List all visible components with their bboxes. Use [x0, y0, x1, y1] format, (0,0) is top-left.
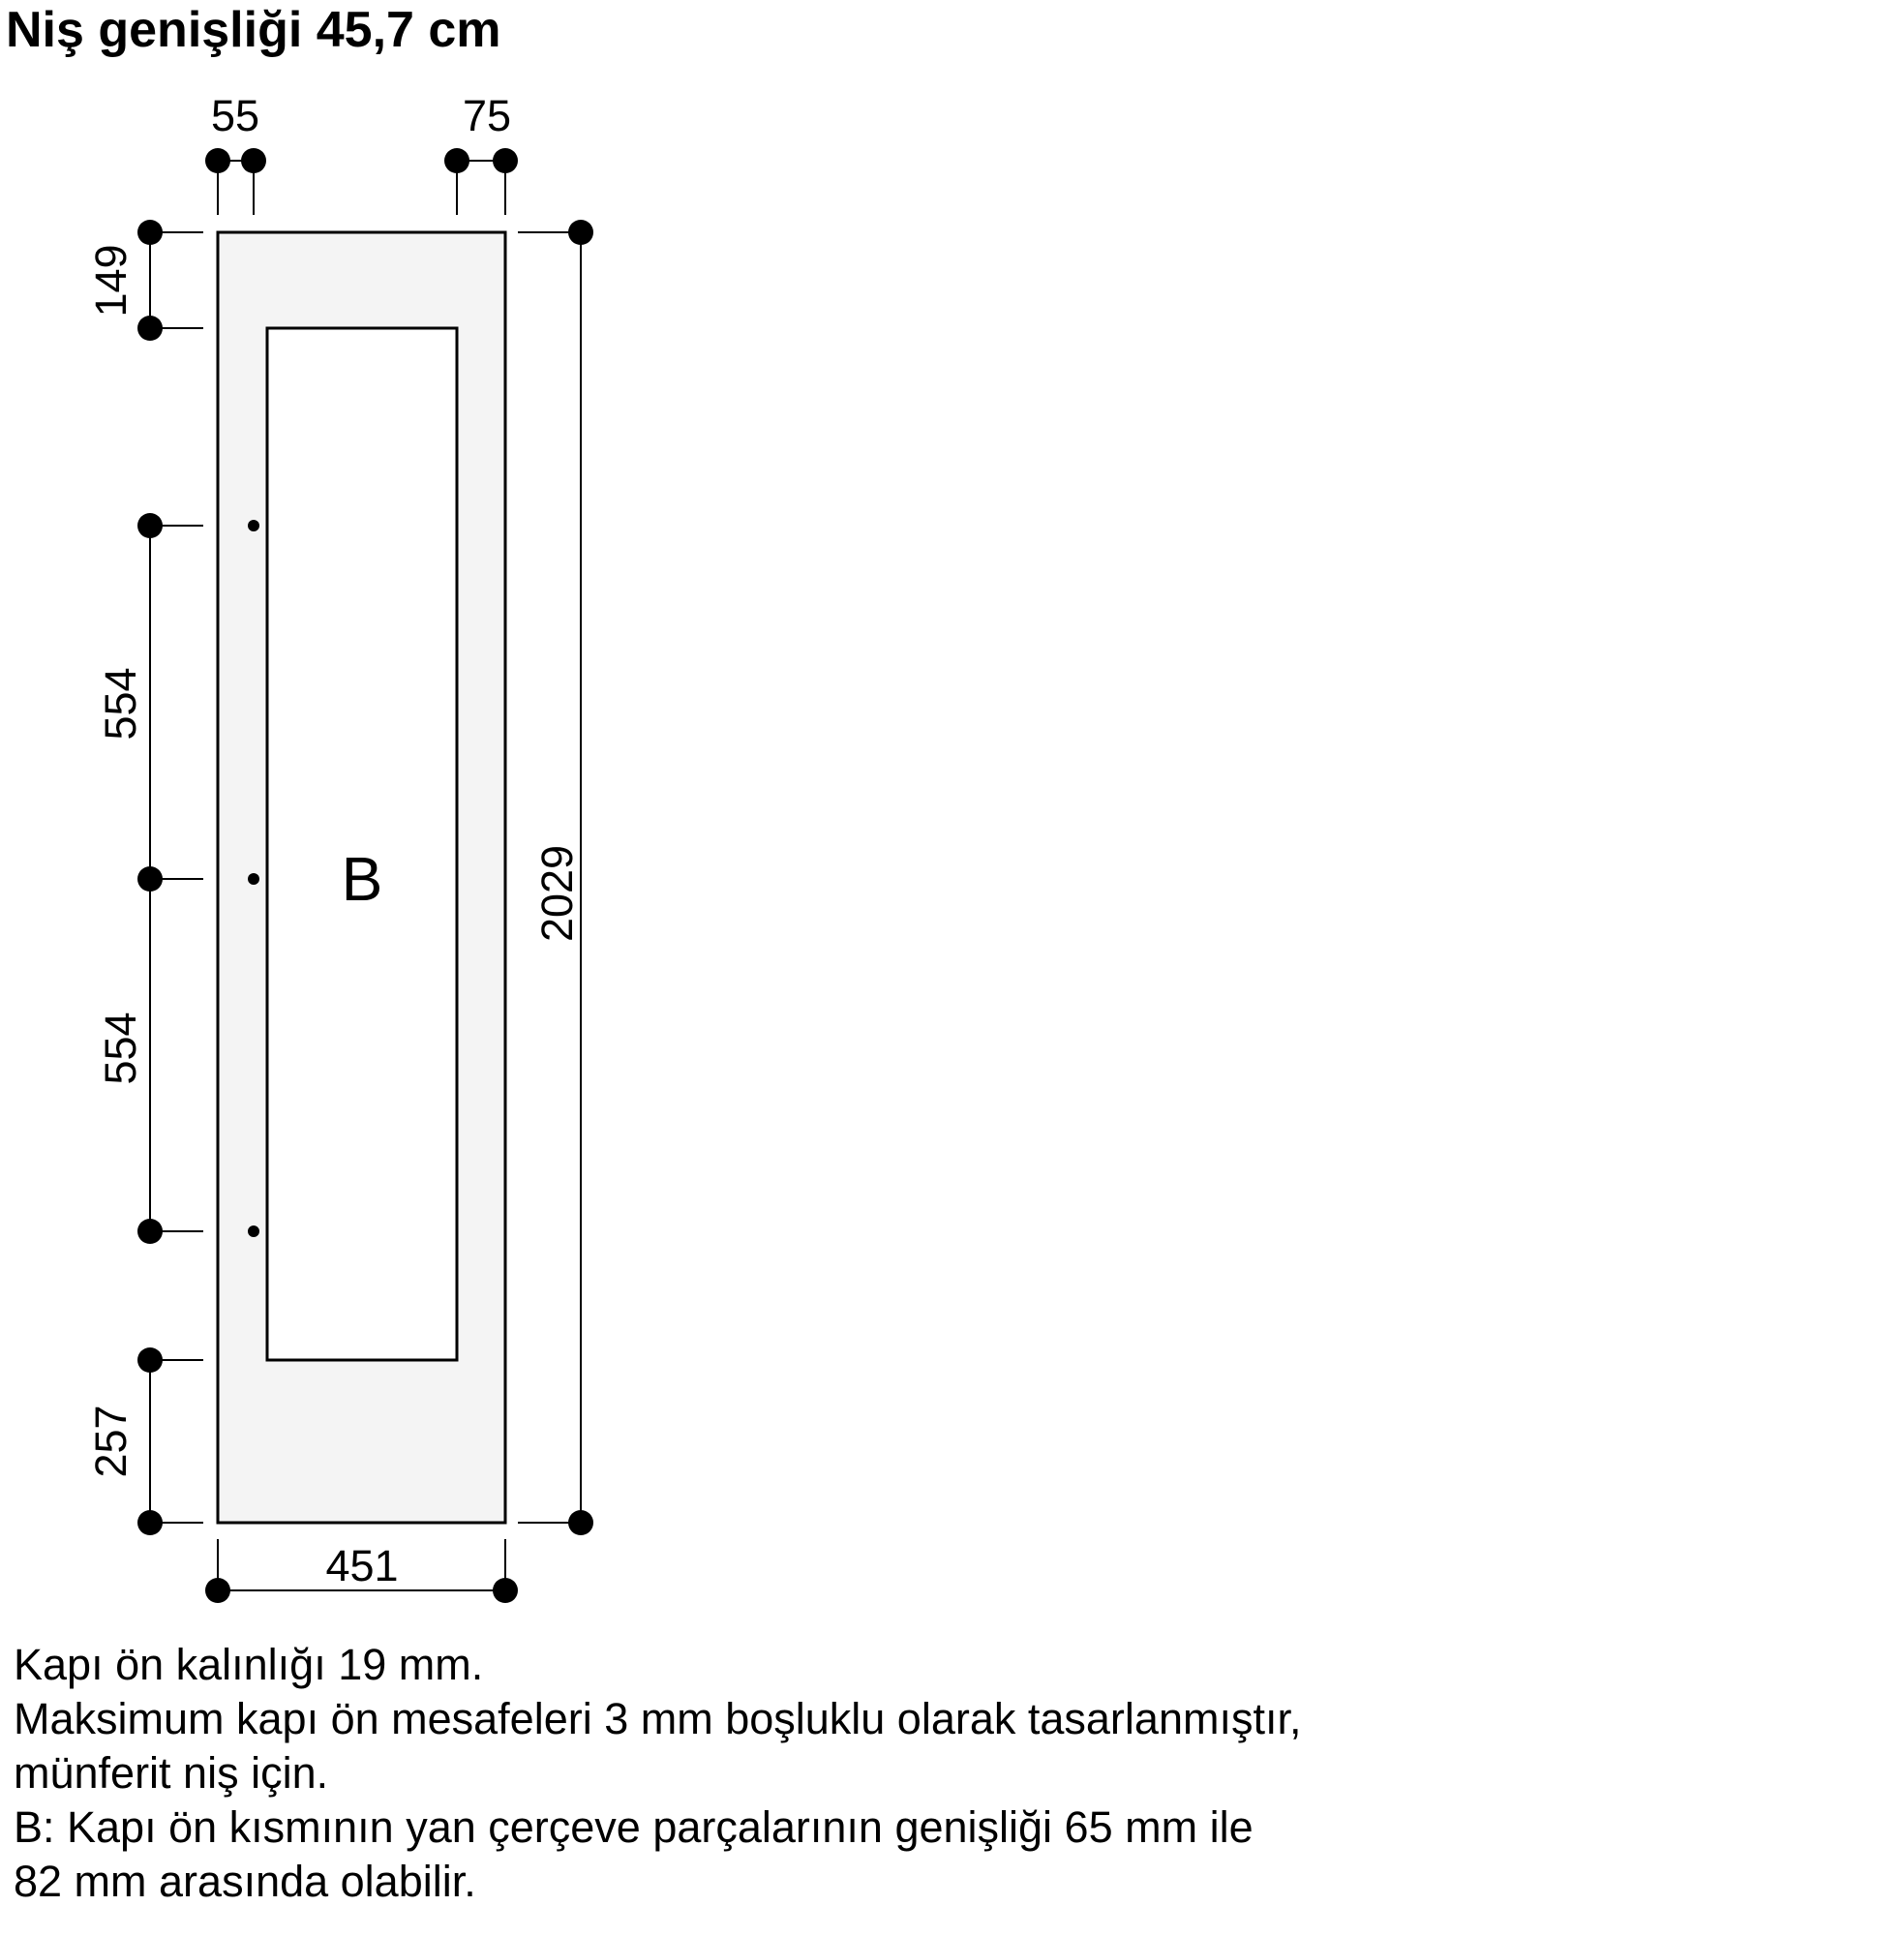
note-line: B: Kapı ön kısmının yan çerçeve parçalarının genişliği 65 mm ile [14, 1802, 1254, 1852]
note-line: 82 mm arasında olabilir. [14, 1857, 476, 1906]
dimension-dot [568, 1510, 593, 1535]
note-line: münferit niş için. [14, 1748, 329, 1798]
dimension-dot [137, 316, 163, 341]
right-gap-value: 75 [462, 91, 512, 140]
top-frame-value: 149 [86, 244, 136, 318]
dimension-dot [137, 220, 163, 245]
dimension-dot [444, 148, 469, 173]
dimension-dot [493, 148, 518, 173]
note-line: Maksimum kapı ön mesafeleri 3 mm boşluklu olarak tasarlanmıştır, [14, 1694, 1302, 1743]
width-value: 451 [325, 1541, 399, 1590]
dimension-dot [137, 1510, 163, 1535]
page-title: Niş genişliği 45,7 cm [6, 2, 501, 58]
dimension-dot [137, 1347, 163, 1373]
dimension-dot [137, 1219, 163, 1244]
left-gap-value: 55 [210, 91, 260, 140]
panel-b-label: B [341, 844, 383, 914]
note-line: Kapı ön kalınlığı 19 mm. [14, 1640, 484, 1689]
dimension-dot [205, 1578, 230, 1603]
dimension-dot [137, 866, 163, 892]
mounting-hole [248, 520, 259, 531]
bottom-frame-value: 257 [86, 1405, 136, 1478]
mounting-hole [248, 1225, 259, 1237]
dimension-dot [205, 148, 230, 173]
spacing-upper-value: 554 [96, 667, 145, 741]
dimension-dot [493, 1578, 518, 1603]
total-height-value: 2029 [532, 844, 582, 943]
notes-block [14, 1638, 1853, 1909]
dimension-dot [137, 513, 163, 538]
dimension-dot [568, 220, 593, 245]
spacing-lower-value: 554 [96, 1012, 145, 1085]
dimension-dot [241, 148, 266, 173]
mounting-hole [248, 873, 259, 885]
